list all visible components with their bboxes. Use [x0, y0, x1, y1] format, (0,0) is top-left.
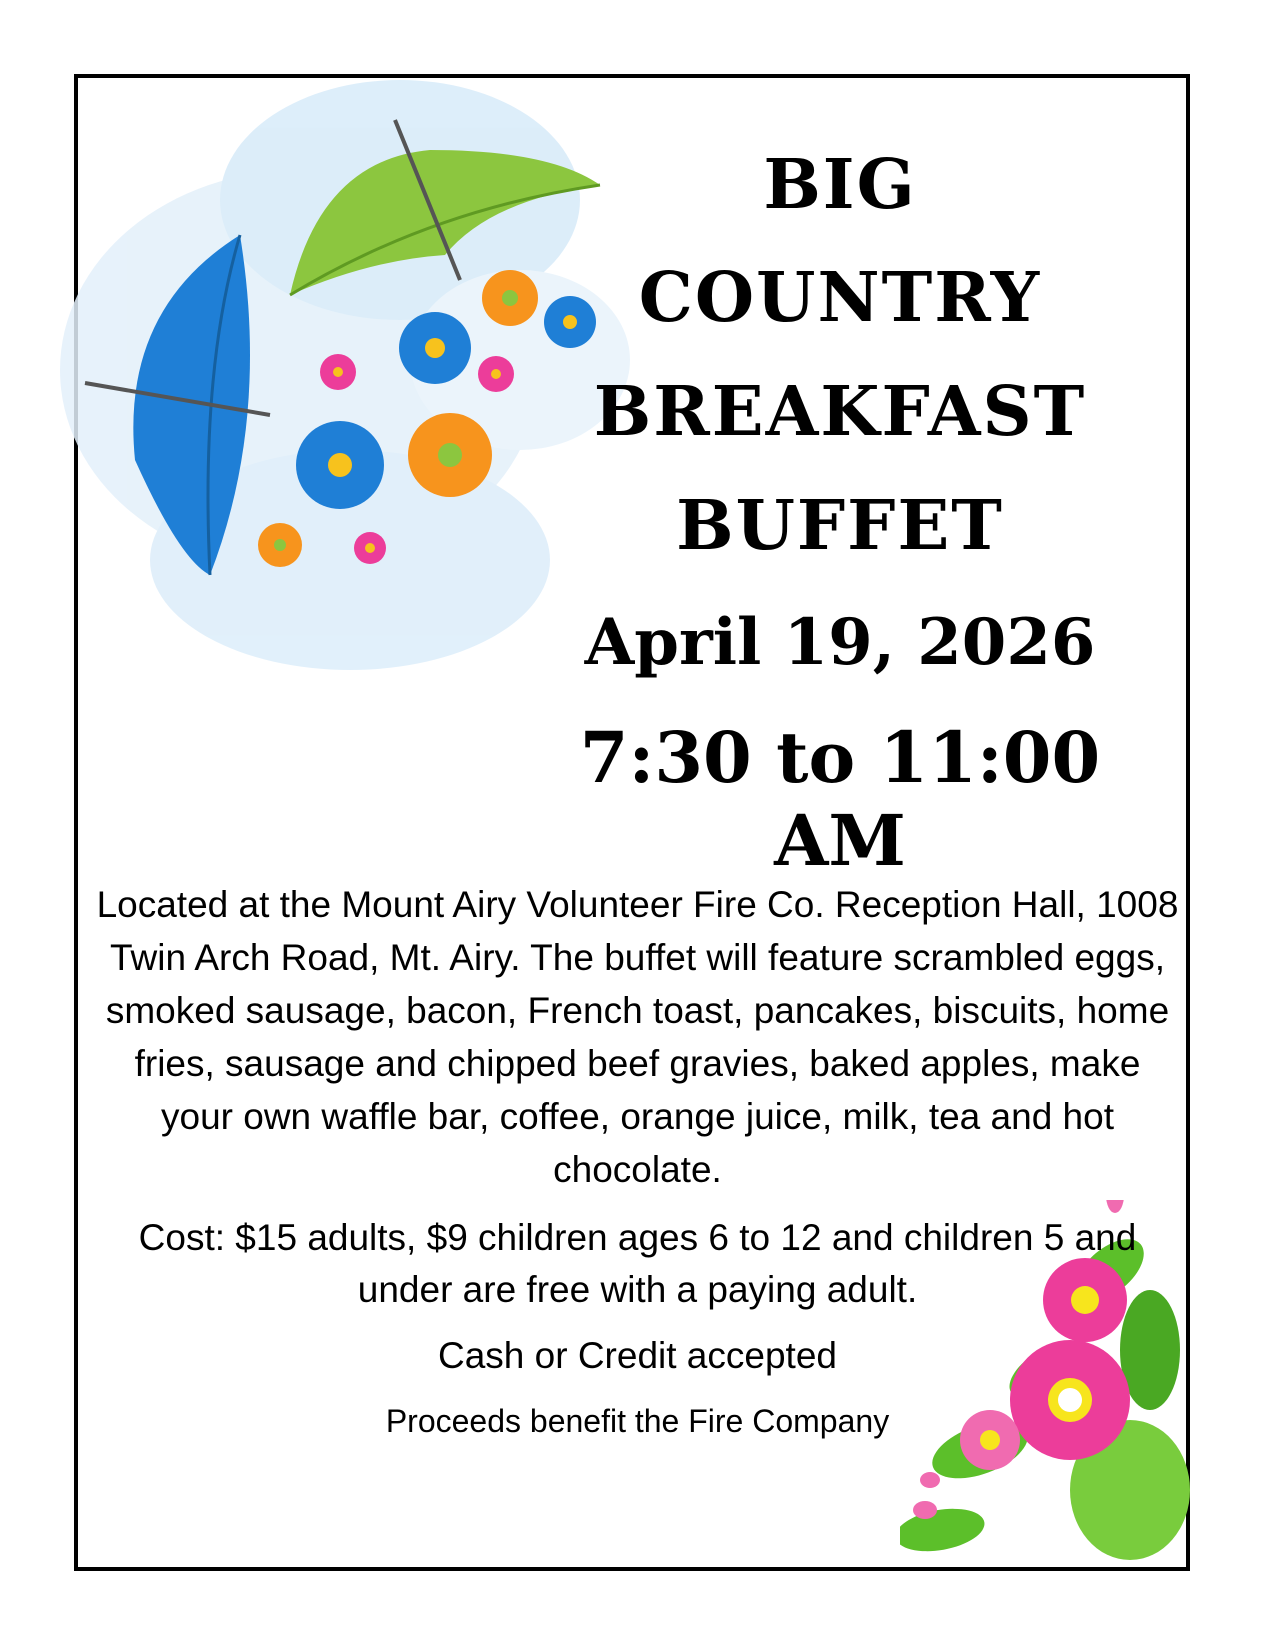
proceeds-note: Proceeds benefit the Fire Company [385, 1403, 890, 1439]
flower-blue-small-icon [399, 312, 471, 384]
event-description: Located at the Mount Airy Volunteer Fire Co. Reception Hall, 1008 Twin Arch Road, Mt. Airy. The buffet will feature scrambled eggs, smoked sausage, bacon, French toast, pancakes, biscuits, home fries, sausage and chipped beef gravies, baked apples, make your own waffle bar, coffee, orange juice, milk, tea and hot chocolate. [96, 884, 1179, 1190]
flower-orange-bottom-icon [258, 523, 302, 567]
cost-info: Cost: $15 adults, $9 children ages 6 to 12 and children 5 and under are free with a paying adult. [138, 1217, 1137, 1310]
event-date: April 19, 2026 [584, 605, 1096, 680]
event-time: 7:30 to 11:00 AM [579, 716, 1101, 882]
flower-pink-small-icon [478, 356, 514, 392]
flower-orange-icon [408, 413, 492, 497]
title-line-2: COUNTRY [638, 258, 1042, 338]
payment-info: Cash or Credit accepted [438, 1335, 837, 1376]
umbrellas-flowers-illustration [50, 40, 650, 700]
flower-pink-icon [320, 354, 356, 390]
title-line-3: BREAKFAST [593, 372, 1087, 452]
flower-pink-bottom-icon [354, 532, 386, 564]
title-line-4: BUFFET [676, 486, 1004, 566]
flower-blue-icon [296, 421, 384, 509]
title-line-1: BIG [763, 145, 917, 225]
